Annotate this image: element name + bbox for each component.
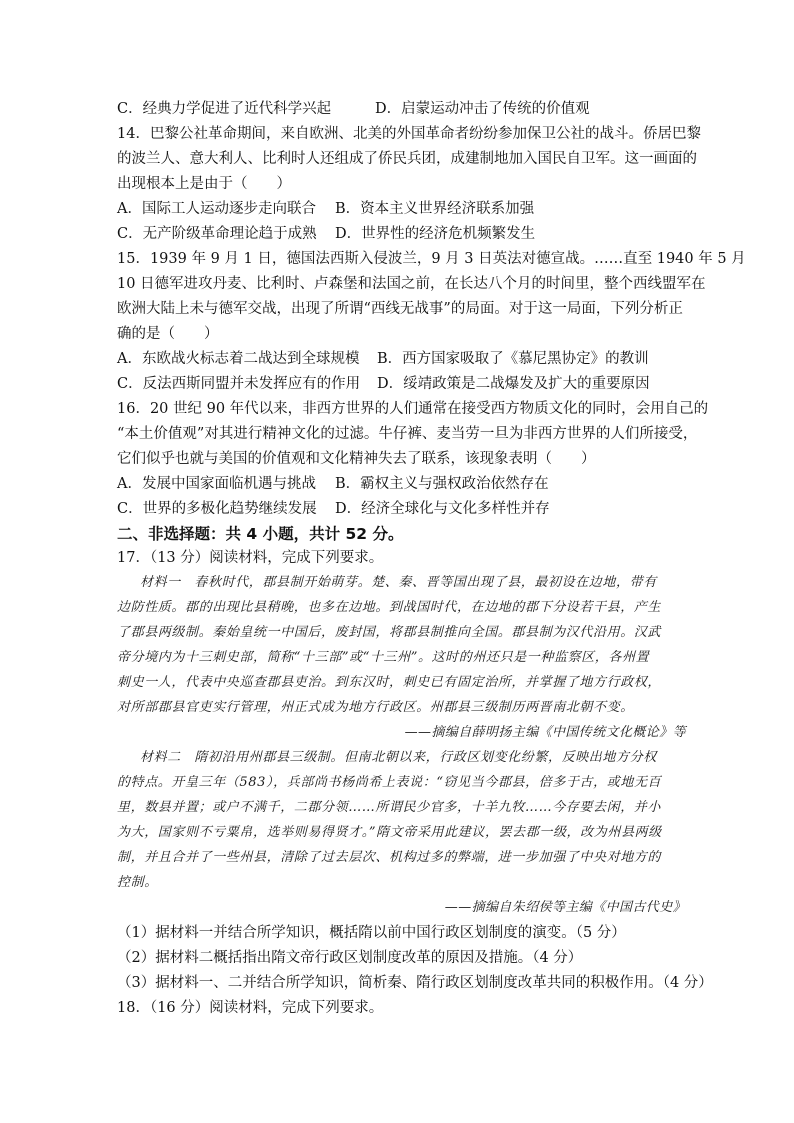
q17-material1-line-3: 了郡县两级制。秦始皇统一中国后，废封国，将郡县制推向全国。郡县制为汉代沿用。汉武	[117, 625, 662, 640]
q15-option-c: C．反法西斯同盟并未发挥应有的作用	[117, 376, 361, 392]
q13-option-d: D．启蒙运动冲击了传统的价值观	[375, 101, 590, 117]
q16-option-a: A．发展中国家面临机遇与挑战	[117, 476, 316, 492]
q15-option-d: D．绥靖政策是二战爆发及扩大的重要原因	[377, 376, 650, 392]
q14-option-d: D．世界性的经济危机频繁发生	[335, 226, 536, 242]
q17-material1-line-1: 材料一 春秋时代，郡县制开始萌芽。楚、秦、晋等国出现了县，最初设在边地，带有	[140, 575, 657, 590]
q14-option-a: A．国际工人运动逐步走向联合	[117, 201, 316, 217]
q17-question-3: （3）据材料一、二并结合所学知识，简析秦、隋行政区划制度改革共同的积极作用。（4 分）	[117, 975, 713, 991]
section-2-heading: 二、非选择题：共 4 小题，共计 52 分。	[117, 525, 404, 543]
q15-stem-line-2: 10 日德军进攻丹麦、比利时、卢森堡和法国之前，在长达八个月的时间里，整个西线盟军在	[117, 276, 706, 292]
q17-material1-line-4: 帝分境内为十三刺史部，简称“十三部”或“十三州”。这时的州还只是一种监察区，各州置	[117, 650, 650, 665]
q14-option-c: C．无产阶级革命理论趋于成熟	[117, 226, 317, 242]
q14-stem-line-2: 的波兰人、意大利人、比利时人还组成了侨民兵团，成建制地加入国民自卫军。这一画面的	[117, 151, 697, 167]
q16-stem-line-2: “本土价值观”对其进行精神文化的过滤。牛仔裤、麦当劳一旦为非西方世界的人们所接受，	[117, 426, 698, 442]
q14-stem-line-1: 14．巴黎公社革命期间，来自欧洲、北美的外国革命者纷纷参加保卫公社的战斗。侨居巴黎	[117, 126, 701, 142]
q17-question-1: （1）据材料一并结合所学知识，概括隋以前中国行政区划制度的演变。（5 分）	[117, 925, 626, 941]
q13-option-c: C．经典力学促进了近代科学兴起	[117, 101, 332, 117]
q16-stem-line-1: 16．20 世纪 90 年代以来，非西方世界的人们通常在接受西方物质文化的同时，会用自己的	[117, 401, 709, 417]
q15-option-b: B．西方国家吸取了《慕尼黑协定》的教训	[377, 351, 649, 367]
q16-stem-line-3: 它们似乎也就与美国的价值观和文化精神失去了联系，该现象表明（ ）	[117, 451, 596, 467]
q16-option-d: D．经济全球化与文化多样性并存	[335, 501, 550, 517]
q18-stem: 18．（16 分）阅读材料，完成下列要求。	[117, 1000, 384, 1016]
q16-option-c: C．世界的多极化趋势继续发展	[117, 501, 317, 517]
q17-source-2: ——摘编自朱绍侯等主编《中国古代史》	[444, 900, 686, 915]
q15-stem-line-4: 确的是（ ）	[117, 326, 219, 342]
q17-material2-line-3: 里，数县并置；或户不满千，二郡分领……所谓民少官多，十羊九牧……今存要去闲，并小	[117, 800, 662, 815]
q17-stem: 17．（13 分）阅读材料，完成下列要求。	[117, 550, 384, 566]
q17-source-1: ——摘编自薛明扬主编《中国传统文化概论》等	[404, 725, 686, 740]
q17-material2-line-6: 控制。	[117, 875, 158, 890]
q17-material2-line-4: 为大，国家则不亏粟帛，选举则易得贤才。”隋文帝采用此建议，罢去郡一级，改为州县两级	[117, 825, 662, 840]
q14-option-b: B．资本主义世界经济联系加强	[335, 201, 535, 217]
q17-material1-line-5: 刺史一人，代表中央巡查郡县吏治。到东汉时，刺史已有固定治所，并掌握了地方行政权，	[117, 675, 662, 690]
q17-question-2: （2）据材料二概括指出隋文帝行政区划制度改革的原因及措施。（4 分）	[117, 950, 583, 966]
q15-stem-line-1: 15．1939 年 9 月 1 日，德国法西斯入侵波兰，9 月 3 日英法对德宣战。……直至 1940 年 5 月	[117, 251, 746, 267]
q17-material2-line-5: 制，并且合并了一些州县，清除了过去层次、机构过多的弊端，进一步加强了中央对地方的	[117, 850, 662, 865]
q15-option-a: A．东欧战火标志着二战达到全球规模	[117, 351, 360, 367]
q17-material2-line-2: 的特点。开皇三年（583），兵部尚书杨尚希上表说：“窃见当今郡县，倍多于古，或地无百	[117, 775, 662, 790]
q17-material1-line-6: 对所部郡县官吏实行管理，州正式成为地方行政区。州郡县三级制历两晋南北朝不变。	[117, 700, 634, 715]
q17-material1-line-2: 边防性质。郡的出现比县稍晚，也多在边地。到战国时代，在边地的郡下分设若干县，产生	[117, 600, 662, 615]
q17-material2-line-1: 材料二 隋初沿用州郡县三级制。但南北朝以来，行政区划变化纷繁，反映出地方分权	[140, 750, 657, 765]
q15-stem-line-3: 欧洲大陆上未与德军交战，出现了所谓“西线无战事”的局面。对于这一局面，下列分析正	[117, 301, 683, 317]
q16-option-b: B．霸权主义与强权政治依然存在	[335, 476, 549, 492]
q14-stem-line-3: 出现根本上是由于（ ）	[117, 176, 291, 192]
